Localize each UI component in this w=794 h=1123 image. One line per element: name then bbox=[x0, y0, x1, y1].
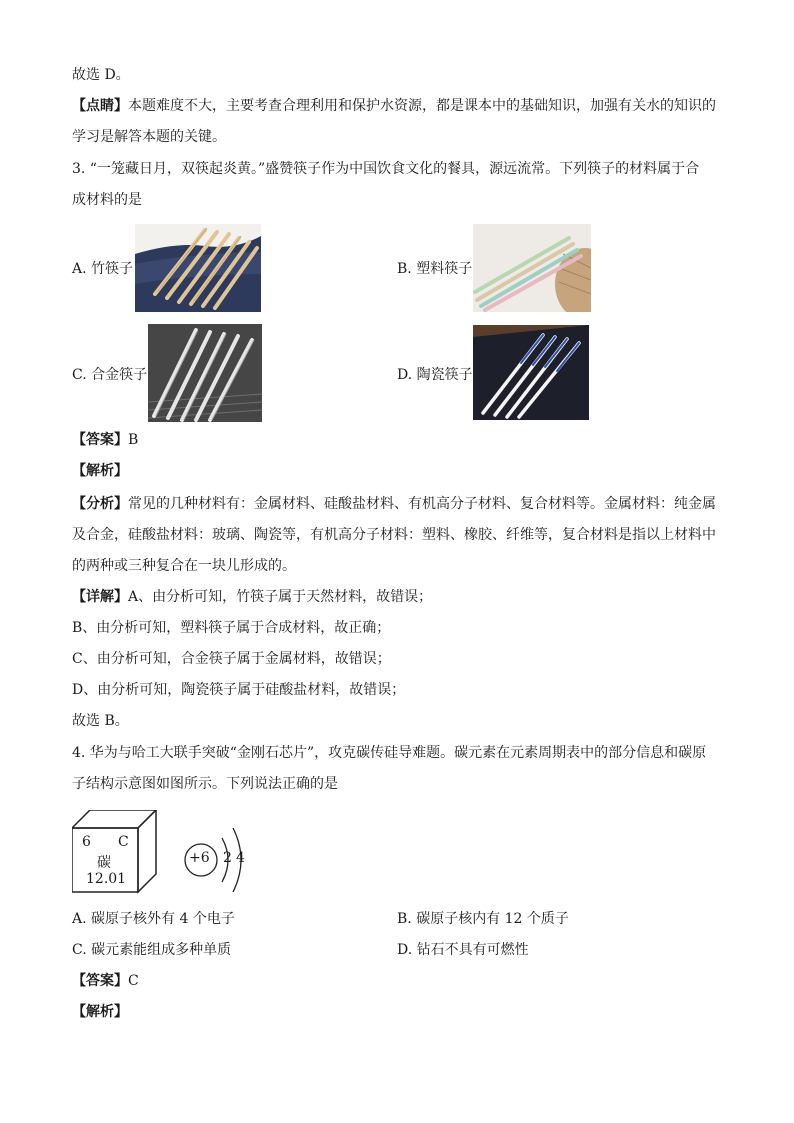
dianjing-tag: 【点睛】 bbox=[72, 98, 128, 114]
q4-answer-tag: 【答案】 bbox=[72, 973, 128, 989]
fenxi-tag: 【分析】 bbox=[72, 496, 128, 512]
q3-fenxi-line3: 的两种或三种复合在一块儿形成的。 bbox=[72, 558, 296, 574]
element-name: 碳 bbox=[97, 855, 111, 871]
q3-jiexi-heading: 【解析】 bbox=[72, 463, 128, 479]
answer-tag: 【答案】 bbox=[72, 432, 128, 448]
q3-option-d-label: D. 陶瓷筷子 bbox=[397, 367, 473, 383]
q3-xiangjie-b: B、由分析可知，塑料筷子属于合成材料，故正确； bbox=[72, 620, 391, 636]
q4-option-b: B. 碳原子核内有 12 个质子 bbox=[397, 911, 569, 927]
dianjing-line bbox=[72, 96, 716, 116]
ceramic-chopsticks-image bbox=[473, 325, 589, 420]
q3-option-a-label: A. 竹筷子 bbox=[72, 261, 134, 277]
q3-xiangjie-a bbox=[72, 587, 432, 607]
xiangjie-tag: 【详解】 bbox=[72, 589, 128, 605]
q3-xiangjie-d: D、由分析可知，陶瓷筷子属于硅酸盐材料，故错误； bbox=[72, 682, 406, 698]
atomic-mass: 12.01 bbox=[86, 871, 127, 887]
q4-option-a: A. 碳原子核外有 4 个电子 bbox=[72, 911, 235, 927]
carbon-figure bbox=[72, 810, 272, 895]
answer-value: B bbox=[128, 432, 139, 448]
q3-stem-line2: 成材料的是 bbox=[72, 192, 142, 208]
q3-fenxi-line2: 及合金，硅酸盐材料：玻璃、陶瓷等，有机高分子材料：塑料、橡胶、纤维等，复合材料是指以上材料中 bbox=[72, 527, 716, 543]
q4-option-d: D. 钻石不具有可燃性 bbox=[397, 942, 529, 958]
q4-jiexi-heading: 【解析】 bbox=[72, 1004, 128, 1020]
q3-answer bbox=[72, 430, 138, 450]
q3-option-c-label: C. 合金筷子 bbox=[72, 367, 148, 383]
dianjing-text: 本题难度不大，主要考查合理利用和保护水资源，都是课本中的基础知识，加强有关水的知识的 bbox=[128, 98, 716, 114]
q3-stem-line1: 3. “一笼藏日月，双筷起炎黄。”盛赞筷子作为中国饮食文化的餐具，源远流常。下列筷子的材料属于合 bbox=[72, 161, 700, 177]
q3-fenxi-line1 bbox=[72, 494, 716, 514]
q4-answer bbox=[72, 971, 139, 991]
dianjing-continue: 学习是解答本题的关键。 bbox=[72, 129, 226, 145]
fenxi-text-1: 常见的几种材料有：金属材料、硅酸盐材料、有机高分子材料、复合材料等。金属材料：纯金属 bbox=[128, 496, 716, 512]
q4-stem-line1: 4. 华为与哈工大联手突破“金刚石芯片”，攻克碳传硅导难题。碳元素在元素周期表中的部分信息和碳原 bbox=[72, 745, 707, 761]
bamboo-chopsticks-image bbox=[135, 224, 261, 312]
alloy-chopsticks-image bbox=[148, 324, 262, 422]
shell-2-electrons: 4 bbox=[236, 850, 245, 866]
xiangjie-a-text: A、由分析可知，竹筷子属于天然材料，故错误； bbox=[128, 589, 433, 605]
q4-option-c: C. 碳元素能组成多种单质 bbox=[72, 942, 232, 958]
plastic-chopsticks-image bbox=[473, 224, 591, 312]
shell-1-electrons: 2 bbox=[223, 850, 232, 866]
q3-conclusion: 故选 B。 bbox=[72, 713, 129, 729]
element-symbol: C bbox=[118, 834, 129, 850]
nucleus-charge: +6 bbox=[189, 850, 210, 866]
atomic-number: 6 bbox=[82, 834, 91, 850]
q3-xiangjie-c: C、由分析可知，合金筷子属于金属材料，故错误； bbox=[72, 651, 391, 667]
q4-answer-value: C bbox=[128, 973, 139, 989]
q4-stem-line2: 子结构示意图如图所示。下列说法正确的是 bbox=[72, 776, 338, 792]
conclusion-d: 故选 D。 bbox=[72, 67, 130, 83]
q3-option-b-label: B. 塑料筷子 bbox=[397, 261, 473, 277]
